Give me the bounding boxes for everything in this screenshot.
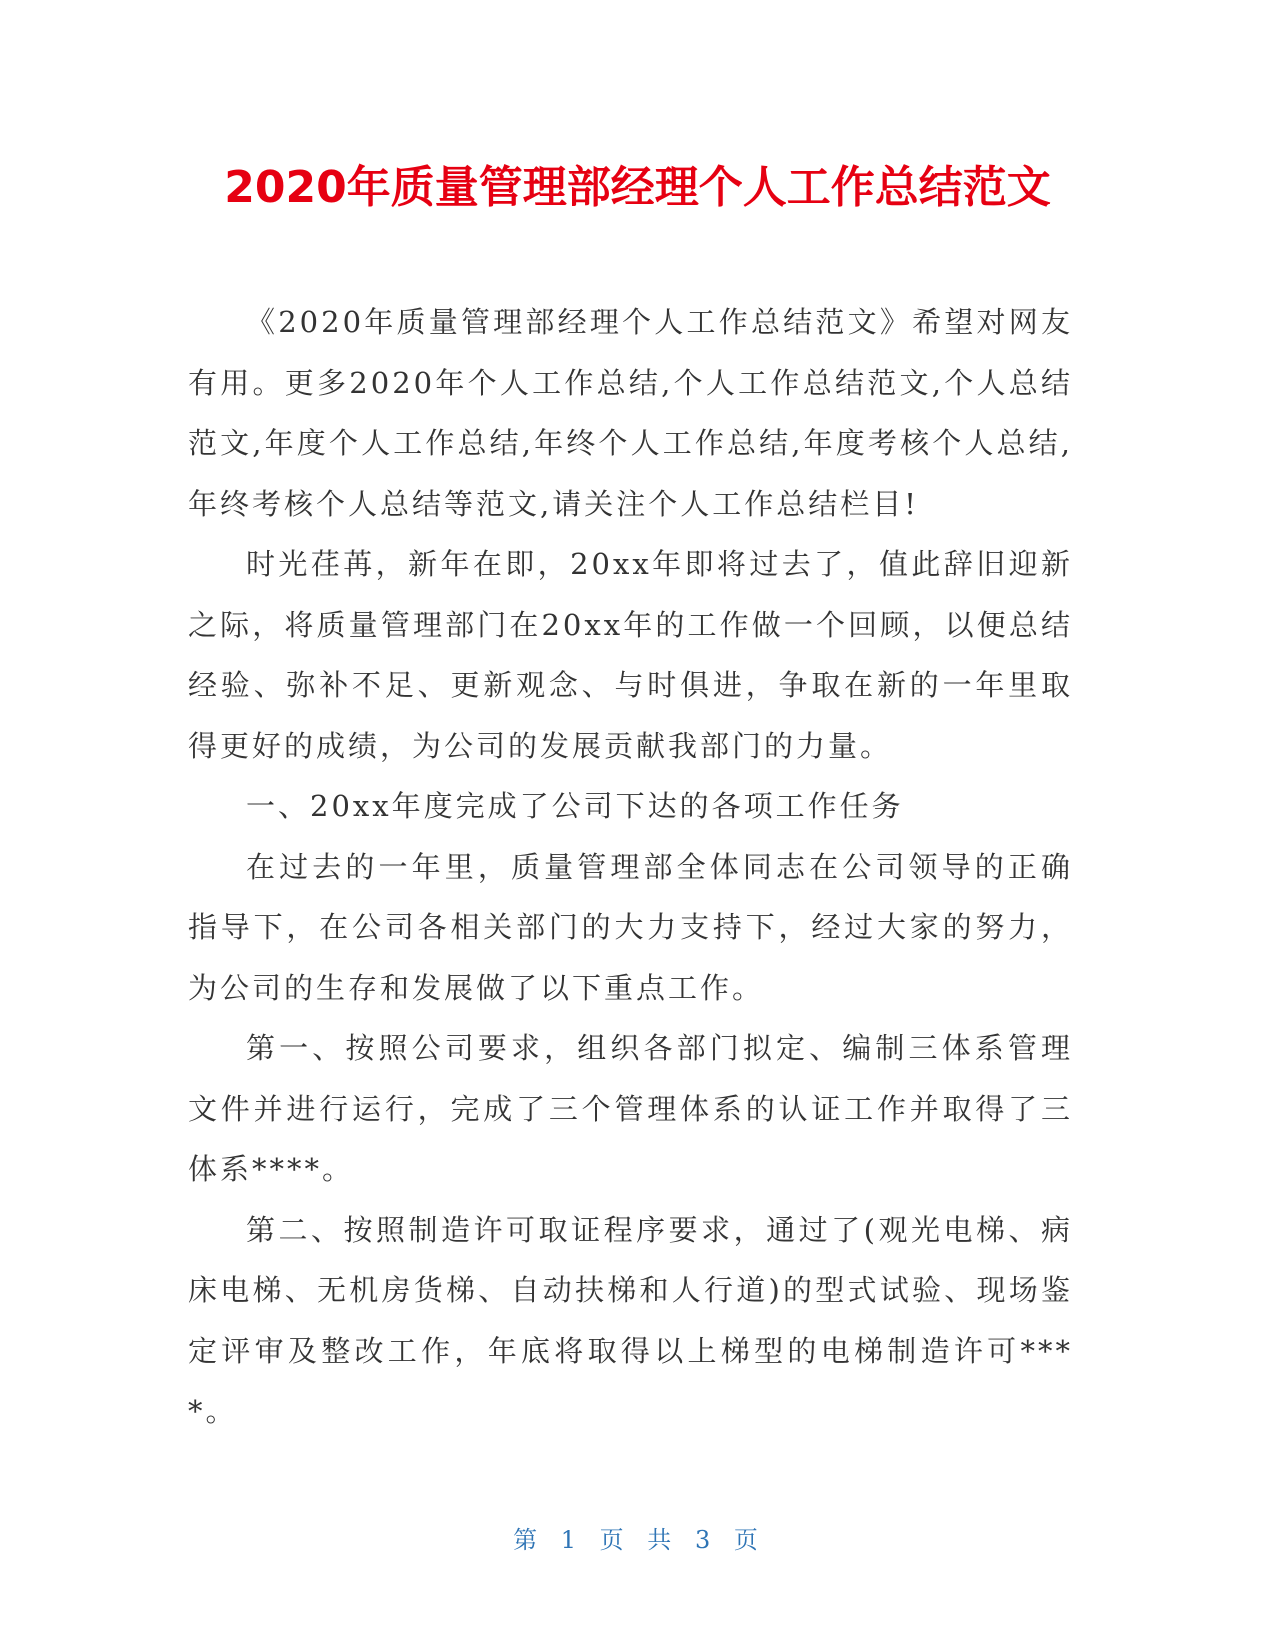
section-heading: 一、20xx年度完成了公司下达的各项工作任务 xyxy=(246,789,904,823)
overview-paragraph: 在过去的一年里，质量管理部全体同志在公司领导的正确指导下，在公司各相关部门的大力支持下，经过大家的努力，为公司的生存和发展做了以下重点工作。 xyxy=(188,849,1073,1005)
item-second-paragraph: 第二、按照制造许可取证程序要求，通过了(观光电梯、病床电梯、无机房货梯、自动扶梯和人行道)的型式试验、现场鉴定评审及整改工作，年底将取得以上梯型的电梯制造许可****。 xyxy=(188,1212,1073,1428)
intro-paragraph: 《2020年质量管理部经理个人工作总结范文》希望对网友有用。更多2020年个人工作总结,个人工作总结范文,个人总结范文,年度个人工作总结,年终个人工作总结,年度考核个人总结,年终考核个人总结等范文,请关注个人工作总结栏目! xyxy=(188,305,1073,521)
document-title: 2020年质量管理部经理个人工作总结范文 xyxy=(224,162,1051,213)
document-body xyxy=(188,292,1073,1442)
page-number-footer: 第 1 页 共 3 页 xyxy=(513,1526,762,1554)
opening-paragraph: 时光荏苒，新年在即，20xx年即将过去了，值此辞旧迎新之际，将质量管理部门在20xx年的工作做一个回顾，以便总结经验、弥补不足、更新观念、与时俱进，争取在新的一年里取得更好的成绩，为公司的发展贡献我部门的力量。 xyxy=(188,547,1073,763)
item-first-paragraph: 第一、按照公司要求，组织各部门拟定、编制三体系管理文件并进行运行，完成了三个管理体系的认证工作并取得了三体系****。 xyxy=(188,1031,1073,1186)
